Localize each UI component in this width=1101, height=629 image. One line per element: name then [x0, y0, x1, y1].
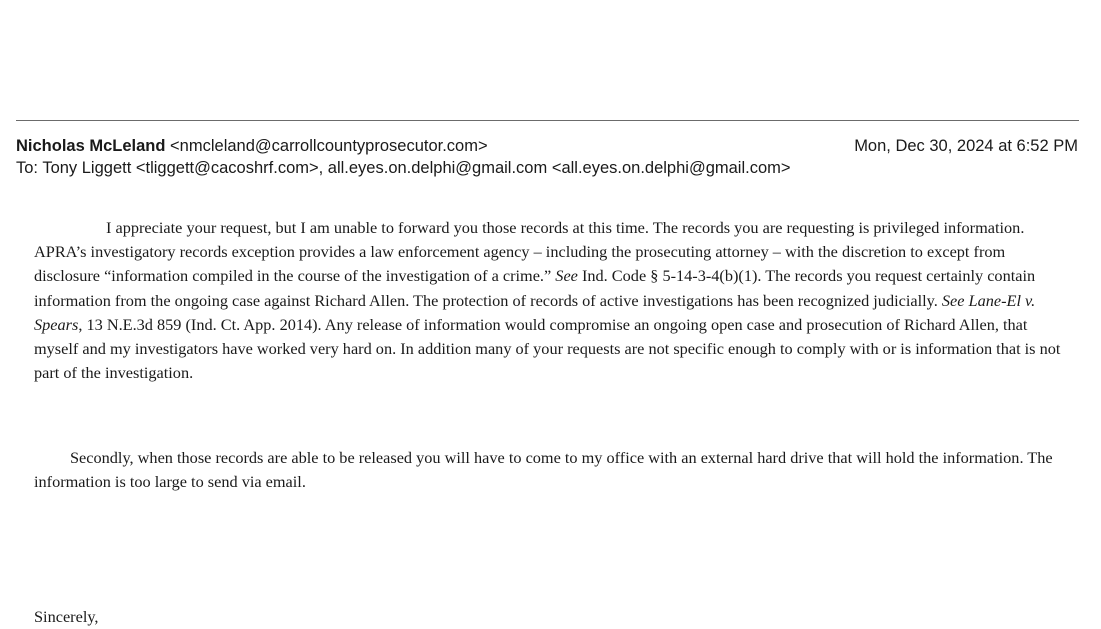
email-date: Mon, Dec 30, 2024 at 6:52 PM — [854, 137, 1078, 155]
p1-text-b: Ind. Code § 5-14-3-4(b)(1). The records you request certainly contain information from the ongoing case against Richard Allen. The protection of records of active investigations has been recognized judicially. — [34, 266, 1036, 310]
header-divider — [16, 120, 1079, 121]
email-header — [16, 135, 1079, 179]
sender-email[interactable]: <nmcleland@carrollcountyprosecutor.com> — [170, 137, 488, 155]
closing-text: Sincerely, — [34, 607, 99, 626]
p1-citation-case: See Lane-El v. Spears — [34, 290, 1036, 334]
sender-name[interactable]: Nicholas McLeland — [16, 137, 166, 155]
to-label: To: — [16, 159, 39, 177]
recipients-row — [16, 157, 1079, 179]
sender[interactable] — [16, 135, 488, 157]
closing — [34, 605, 1064, 629]
body-paragraph-1 — [34, 216, 1064, 385]
p1-text-c: , 13 N.E.3d 859 (Ind. Ct. App. 2014). Any release of information would compromise an ongoing open case and prosecution of Richard Allen, that myself and my investigators have worked very hard on. In addition many of your requests are not specific enough to comply with or is information that is not part of the investigation. — [34, 314, 1061, 383]
p1-citation-see: See — [555, 266, 578, 286]
sender-row — [16, 135, 1079, 157]
recipients[interactable]: Tony Liggett <tliggett@cacoshrf.com>, all.eyes.on.delphi@gmail.com <all.eyes.on.delphi@gmail.com> — [42, 159, 791, 177]
p1-text-a: I appreciate your request, but I am unable to forward you those records at this time. The records you are requesting is privileged information. APRA’s investigatory records exception provides a law enforcement agency – including the prosecuting attorney – with the discretion to except from disclosure “information compiled in the course of the investigation of a crime.” — [34, 218, 1025, 286]
p2-text: Secondly, when those records are able to be released you will have to come to my office with an external hard drive that will hold the information. The information is too large to send via email. — [34, 448, 1053, 492]
body-paragraph-2 — [34, 446, 1064, 494]
